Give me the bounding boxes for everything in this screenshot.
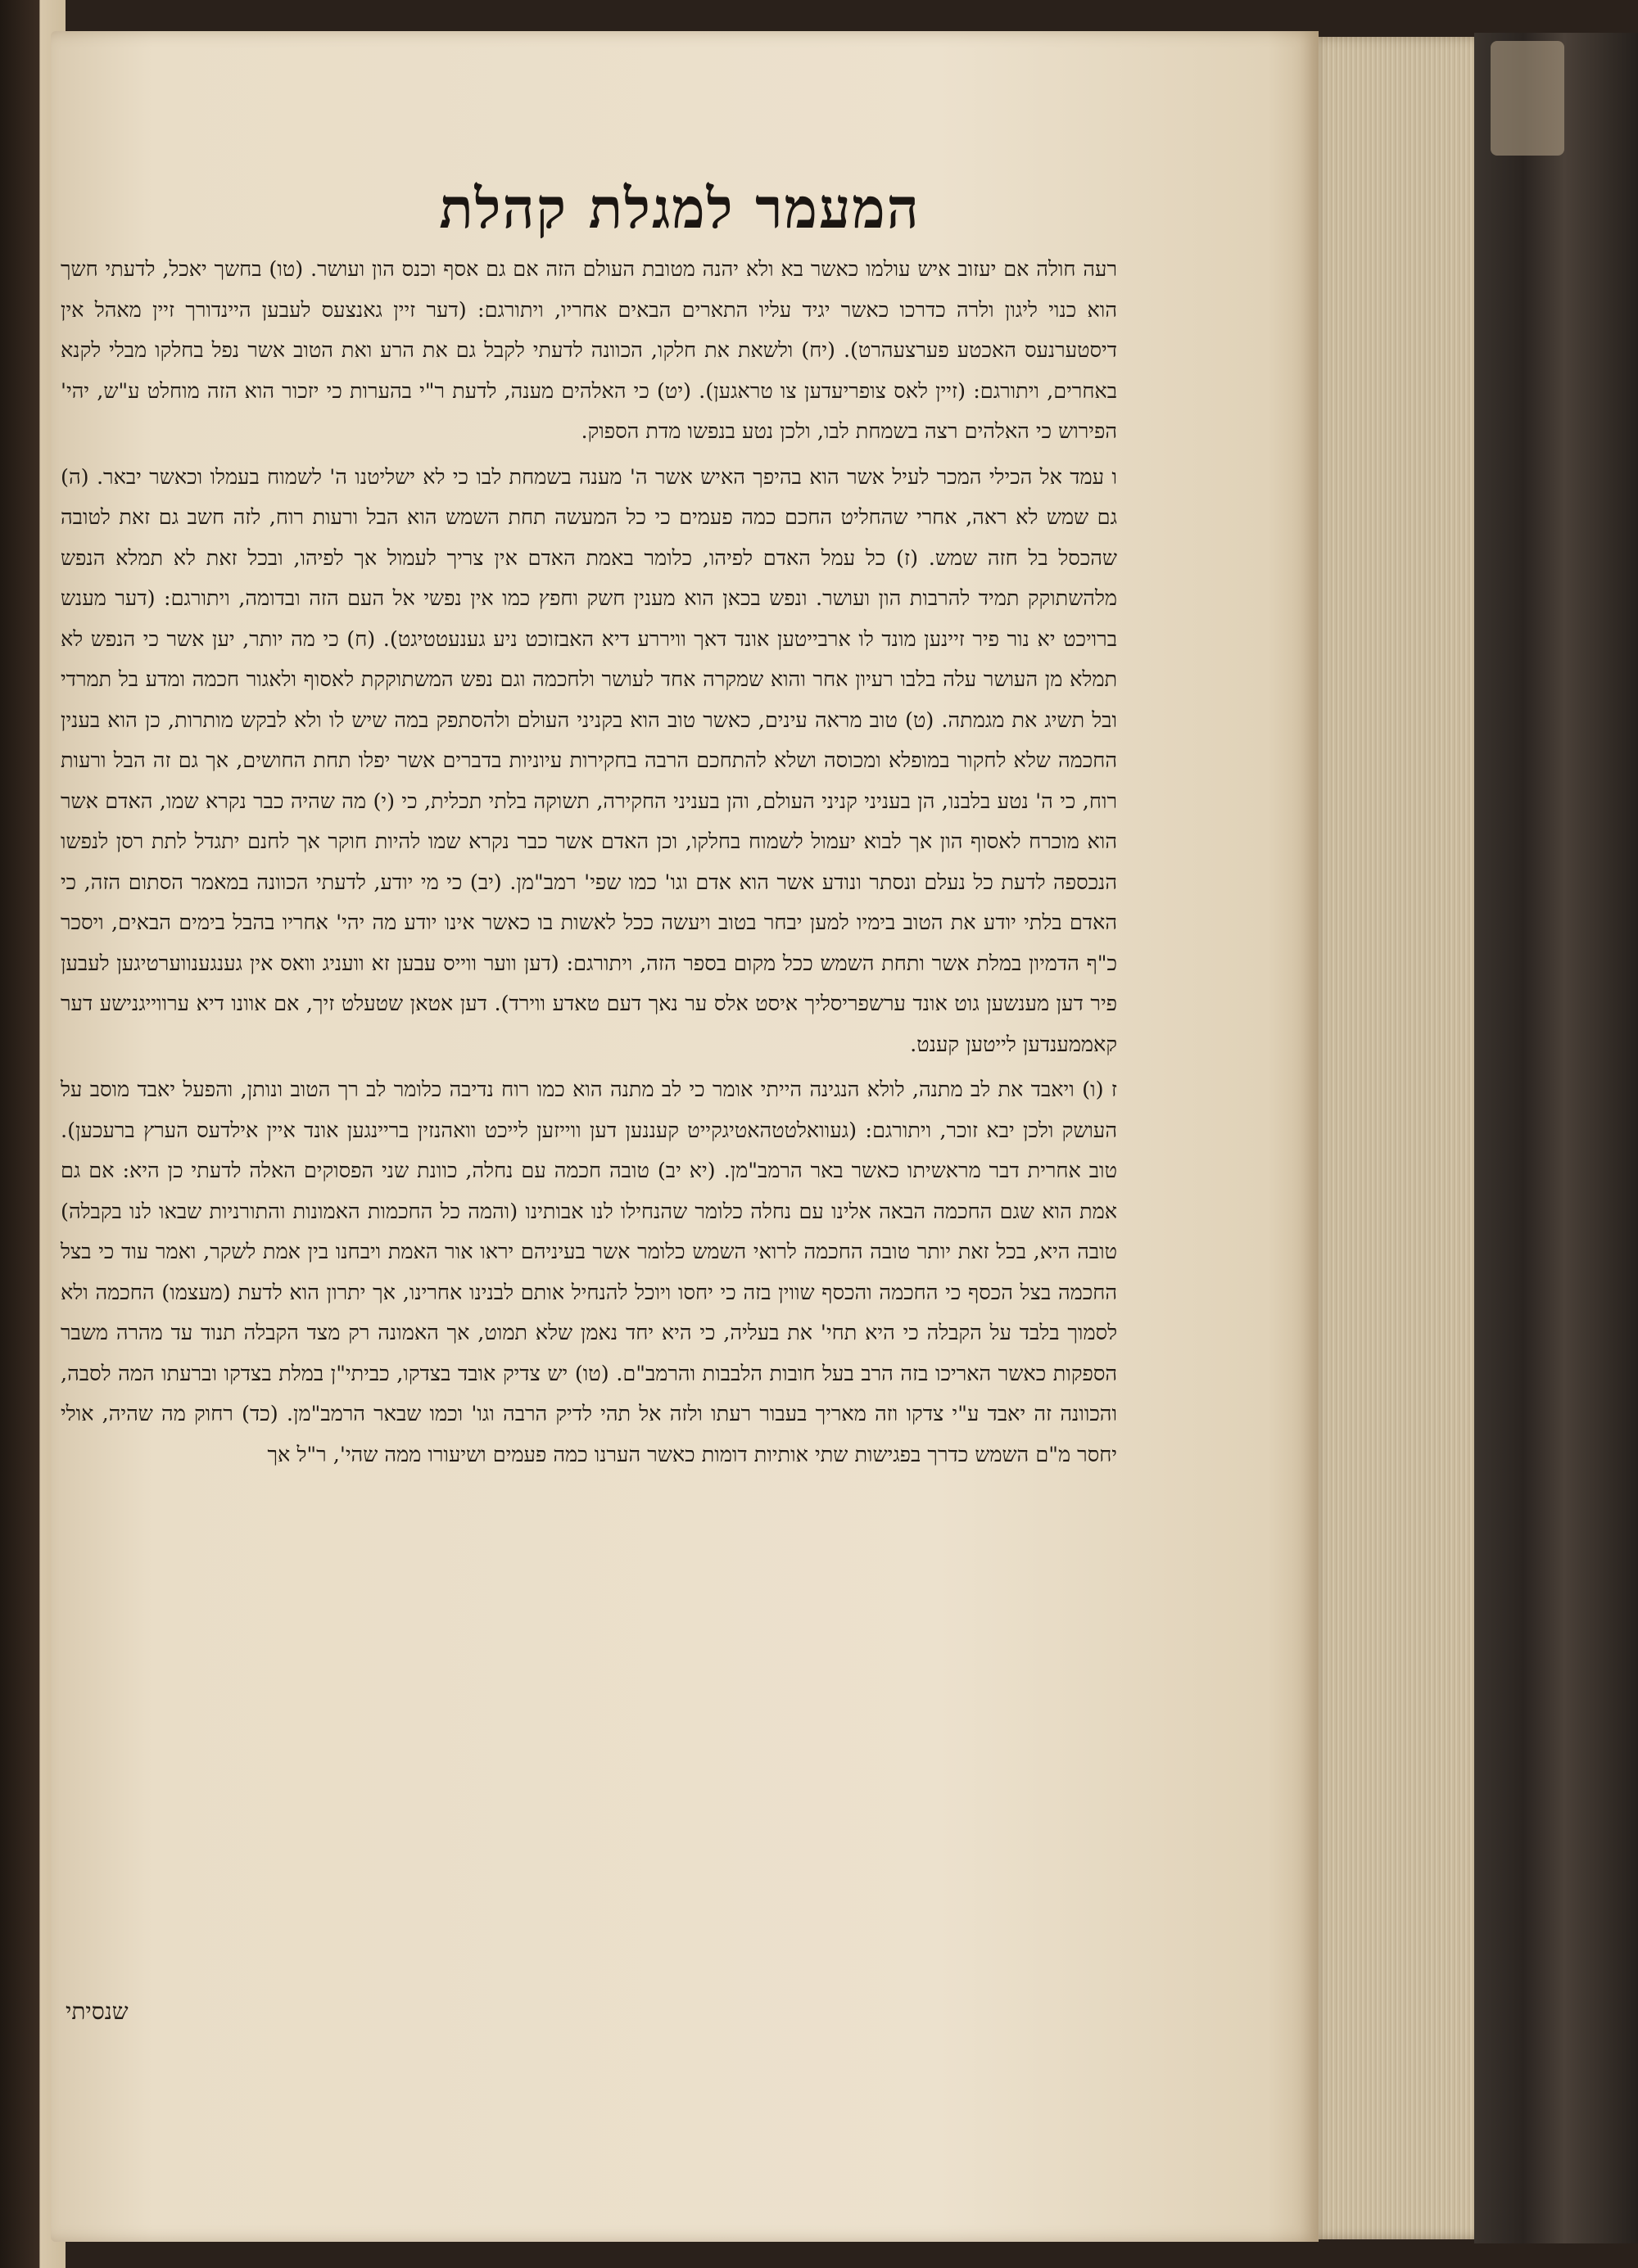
book-spine [1474,33,1638,2243]
spine-wear-patch [1491,41,1564,156]
catchword: שנסיתי [66,1998,129,2025]
paragraph: רעה חולה אם יעזוב איש עולמו כאשר בא ולא יהנה מטובת העולם הזה אם גם אסף וכנס הון ועושר. (טו) בחשך יאכל, לדעתי חשך הוא כנוי ליגון ולרה כדרכו כאשר יגיד עליו התארים הבאים אחריו, ויתורגם: (דער זיין גאנצעס לעבען היינדורך זיין מאהל אין דיסטערנעס האכטע פערצעהרט). (יח) ולשאת את חלקו, הכוונה לדעתי לקבל גם את הרע ואת הטוב אשר נפל בחלקו מבלי לקנא באחרים, ויתורגם: (זיין לאס צופריעדען צו טראגען). (יט) כי האלהים מענה, לדעת ר"י בהערות כי יזכור הוא הזה מוחלט ע"ש, יהי' הפירוש כי האלהים רצה בשמחת לבו, ולכן נטע בנפשו מדת הספוק. [61,257,1117,444]
body-text [61,250,1117,2051]
paragraph: ו עמד אל הכילי המכר לעיל אשר הוא בהיפך האיש אשר ה' מענה בשמחת לבו כי לא ישליטנו ה' לשמוח בעמלו וכאשר יבאר. (ה) גם שמש לא ראה, אחרי שהחליט החכם כמה פעמים כי כל המעשה תחת השמש הוא הבל ורעות רוח, לזה חשב גם זאת לטובה שהכסל בל חזה שמש. (ז) כל עמל האדם לפיהו, כלומר באמת האדם אין צריך לעמול אך לפיהו, ובכל זאת לא תמלא הנפש מלהשתוקק תמיד להרבות הון ועושר. ונפש בכאן הוא מענין חשק וחפץ כמו אין נפשי אל העם הזה ובדומה, ויתורגם: (דער מענש ברויכט יא נור פיר זיינען מונד לו ארבייטען אונד דאך וויררע דיא האבזוכט ניע גענעטטיגט). (ח) כי מה יותר, יען אשר כי הנפש לא תמלא מן העושר עלה בלבו רעיון אחר והוא שמקרה אחד לעושר ולחכמה וגם נפש המשתוקקת לאסוף ולאגור חכמה ומדע בל תמרדי ובל תשיג את מגמתה. (ט) טוב מראה עינים, כאשר טוב הוא בקניני העולם ולהסתפק במה שיש לו ולא לבקש מותרות, כן הוא בענין החכמה שלא לחקור במופלא ומכוסה ושלא להתחכם הרבה בחקירות עיוניות בדברים אשר יפלו תחת החושים, אך גם זה הבל ורעות רוח, כי ה' נטע בלבנו, הן בעניני קניני העולם, והן בעניני החקירה, תשוקה בלתי תכלית, כי (י) מה שהיה כבר נקרא שמו, האדם אשר הוא מוכרח לאסוף הון אך לבוא יעמול לשמוח בחלקו, וכן האדם אשר כבר נקרא שמו להיות חוקר אך לחנם יתגדל לתת רסן לנפשו הנכספה לדעת כל נעלם ונסתר ונודע אשר הוא אדם וגו' כמו שפי' רמב"מן. (יב) כי מי יודע, לדעתי הכוונה במאמר הסתום הזה, כי האדם בלתי יודע את הטוב בימיו למען יבחר בטוב ויעשה ככל לאשות בו כאשר אינו יודע מה יהי' אחריו בהבל בימים הבאים, ויסכר כ"ף הדמיון במלת אשר ותחת השמש ככל מקום בספר הזה, ויתורגם: (דען ווער ווייס עבען זא וועניג וואס אין גענגענווערטיגען לעבען פיר דען מענשען גוט אונד ערשפריסליך איסט אלס ער נאך דעם טאדע ווירד). דען אטאן שטעלט זיך, אם אוונו דיא ערווייגנישע דער קאממענדען לייטען קענט. [61,464,1117,1057]
paragraph: ז (ו) ויאבד את לב מתנה, לולא הנגינה הייתי אומר כי לב מתנה הוא כמו רוח נדיבה כלומר לב רך הטוב ונותן, והפעל יאבד מוסב על העושק ולכן יבא זוכר, ויתורגם: (געוואלטטהאטיגקייט קעננען דען ווייזען לייכט וואהנזין בריינגען אונד איין אילדעס הערץ ברעכען). טוב אחרית דבר מראשיתו כאשר באר הרמב"מן. (יא יב) טובה חכמה עם נחלה, כוונת שני הפסוקים האלה לדעתי כן היא: אם גם אמת הוא שגם החכמה הבאה אלינו עם נחלה כלומר שהנחילו לנו אבותינו (והמה כל החכמות האמונות והתורניות שבאו לנו בקבלה) טובה היא, בכל זאת יותר טובה החכמה לרואי השמש כלומר אשר בעיניהם יראו אור האמת ויבחנו בין אמת לשקר, ואמר עוד כי בצל החכמה בצל הכסף כי החכמה והכסף שווין בזה כי יחסו ויוכל להנחיל אותם לבנינו אחרינו, אך יתרון הוא לדעת (מעצמו) החכמה ולא לסמוך בלבד על הקבלה כי היא תחי' את בעליה, כי היא יחד נאמן שלא תמוט, אך האמונה רק מצד הקבלה תנוד עד מהרה משבר הספקות כאשר האריכו בזה הרב בעל חובות הלבבות והרמב"ם. (טו) יש צדיק אובד בצדקו, כביתי"ן במלת בצדקו וברעתו המה לסבה, והכוונה זה יאבד ע"י צדקו וזה מאריך בעבור רעתו ולזה אל תהי לדיק הרבה וגו' וכמו שבאר הרמב"מן. (כד) רחוק מה שהיה, אולי יחסר מ"ם השמש כדרך בפגישות שתי אותיות דומות כאשר הערנו כמה פעמים ושיעורו ממה שהי', ר"ל אך [61,1078,1117,1467]
page-edges [1310,37,1482,2239]
page-title: המעמר למגלת קהלת [439,176,921,242]
